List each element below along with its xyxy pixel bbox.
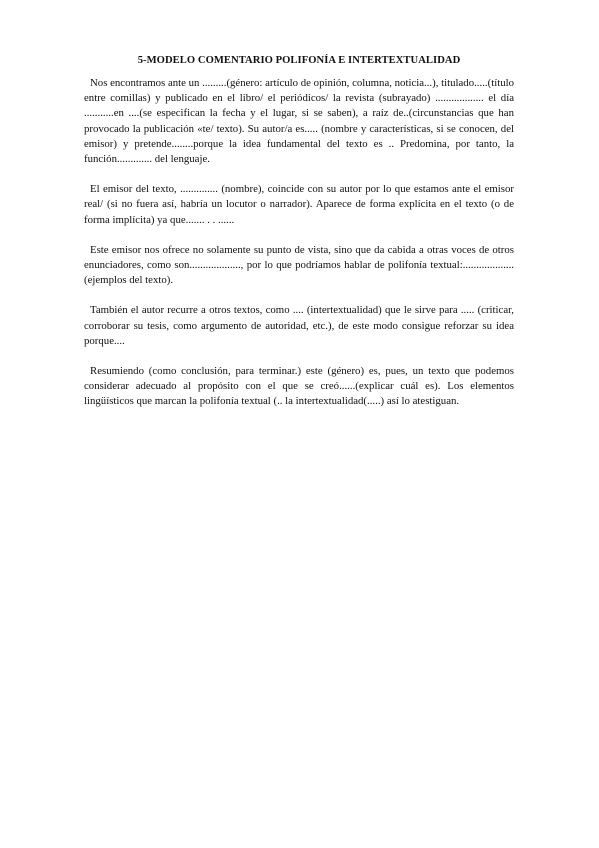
paragraph-conclusion: Resumiendo (como conclusión, para terminar.) este (género) es, pues, un texto que podemos considerar adecuado al propósito con el que se creó......(explicar cuál es). Los elementos lingüísticos que marcan la polifonía textual (.. la intertextualidad(.....) así lo atestiguan. <box>84 365 514 408</box>
paragraph-emisor: El emisor del texto, .............. (nombre), coincide con su autor por lo que estamos ante el emisor real/ (si no fuera así, habría un locutor o narrador). Aparece de forma explícita en el texto (o de forma implícita) ya que....... . . ...... <box>84 183 514 226</box>
paragraph-polifonia: Este emisor nos ofrece no solamente su punto de vista, sino que da cabida a otras voces de otros enunciadores, como son..................., por lo que podríamos hablar de polifonía textual:...................(ejemplos del texto). <box>84 243 514 287</box>
paragraph-intro: Nos encontramos ante un .........(género: artículo de opinión, columna, noticia...), titulado.....(título entre comillas) y publicado en el libro/ el periódicos/ la revista (subrayado) .................. el día ...........en ....(se especifican la fecha y el lugar, si se saben), a raíz de..(circunstancias que han provocado la publicación «te/ texto). Su autor/a es..... (nombre y características, si se conocen, del emisor) y pretende........porque la idea fundamental del texto es .. Predomina, por tanto, la función............. del lenguaje. <box>84 77 514 166</box>
document-page <box>84 54 514 425</box>
document-title: 5-MODELO COMENTARIO POLIFONÍA E INTERTEXTUALIDAD <box>137 55 461 66</box>
paragraph-intertextualidad: También el autor recurre a otros textos, como .... (intertextualidad) que le sirve para ..... (criticar, corroborar su tesis, como argumento de autoridad, etc.), de este modo consigue reforzar su idea porque.... <box>84 304 514 347</box>
